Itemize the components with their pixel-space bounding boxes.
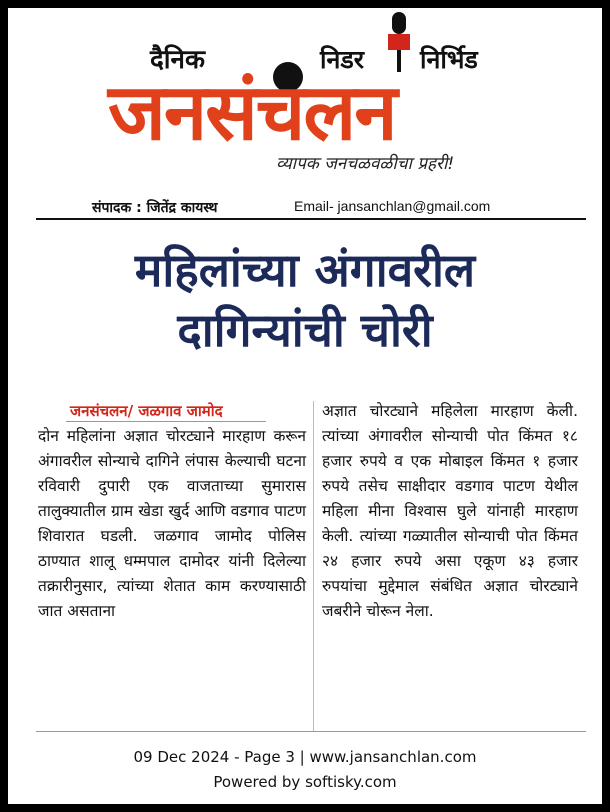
brand-logo: जनसंचलन [108,68,396,158]
newspaper-page [8,8,602,804]
masthead [8,8,602,198]
editor-line [92,198,218,217]
editor-email: Email- jansanchlan@gmail.com [294,198,491,214]
editor-label: संपादक : [92,200,147,216]
microphone-icon [386,12,412,72]
footer-date-page[interactable]: 09 Dec 2024 - Page 3 | www.jansanchlan.com [133,748,477,766]
footer-divider [36,731,586,732]
column-divider [313,401,314,731]
article-headline [38,240,572,360]
article-column-right: अज्ञात चोरट्याने महिलेला मारहाण केली. त्यांच्या अंगावरील सोन्याची पोत किंमत १८ हजार रुपये व एक मोबाइल किंमत १ हजार रुपये तसेच साक्षीदार वडगाव पाटण येथील महिला मीना विश्वास घुले यांनाही मारहाण केली. त्यांच्या गळ्यातील सोन्याची पोत किंमत २४ हजार रुपये असा एकूण ४३ हजार रुपयांचा मुद्देमाल संबंधित अज्ञात चोरट्याने जबरीने चोरून नेला. [322,402,578,620]
tagline: व्यापक जनचळवळीचा प्रहरी! [276,154,455,174]
byline-underline [66,421,266,422]
article-byline: जनसंचलन/ जळगाव जामोद [70,402,223,420]
fearless-word-1: निडर [320,45,364,74]
masthead-divider [36,218,586,220]
headline-line-2: दागिन्यांची चोरी [177,303,433,357]
editor-name: जितेंद्र कायस्थ [146,200,218,216]
fearless-word-2: निर्भिड [420,45,478,74]
daily-label: दैनिक [150,45,205,75]
article-column-left: दोन महिलांना अज्ञात चोरट्याने मारहाण करून अंगावरील सोन्याचे दागिने लंपास केल्याची घटना रविवारी दुपारी एक वाजताच्या सुमारास तालुक्यातील ग्राम खेडा खुर्द आणि वडगाव पाटण शिवारात घडली. जळगाव जामोद पोलिस ठाण्यात शालू धम्मपाल दामोदर यांनी दिलेल्या तक्रारीनुसार, त्यांच्या शेतात काम करण्यासाठी जात असताना [38,427,306,620]
footer-powered-by[interactable]: Powered by softisky.com [213,773,397,791]
headline-line-1: महिलांच्या अंगावरील [134,243,476,297]
